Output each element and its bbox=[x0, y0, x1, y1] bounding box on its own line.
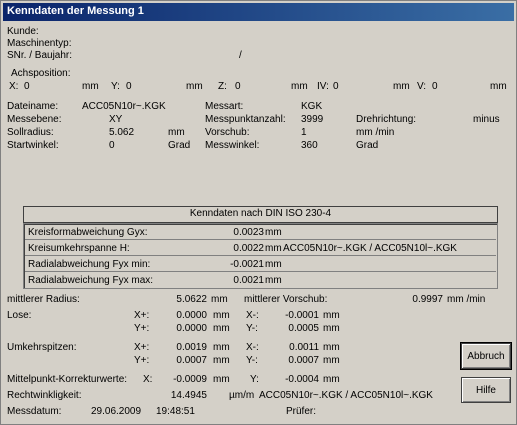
lose-xp-unit: mm bbox=[213, 310, 230, 321]
sollradius-label: Sollradius: bbox=[7, 127, 54, 138]
lose-xp-label: X+: bbox=[134, 310, 150, 321]
startwinkel-unit: Grad bbox=[168, 140, 191, 151]
divider bbox=[25, 239, 496, 240]
axis-v-value: 0 bbox=[432, 81, 438, 92]
lose-label: Lose: bbox=[7, 310, 32, 321]
umkehr-xp-label: X+: bbox=[134, 342, 150, 353]
mittlerer-vorschub-value: 0.9997 bbox=[412, 294, 443, 305]
radialabweichung-max-value: 0.0021 bbox=[233, 275, 264, 286]
axis-iv-label: IV: bbox=[317, 81, 329, 92]
umkehr-yp-value: 0.0007 bbox=[176, 355, 207, 366]
mittlerer-radius-label: mittlerer Radius: bbox=[7, 294, 80, 305]
lose-ym-unit: mm bbox=[323, 323, 340, 334]
lose-ym-label: Y-: bbox=[246, 323, 258, 334]
sollradius-value: 5.062 bbox=[109, 127, 135, 138]
iso-values-box bbox=[23, 223, 498, 289]
kreisumkehrspanne-unit: mm bbox=[265, 243, 282, 254]
dateiname-value: ACC05N10r~.KGK bbox=[82, 101, 166, 112]
divider bbox=[25, 255, 496, 256]
axis-v-unit: mm bbox=[490, 81, 507, 92]
mittlerer-vorschub-label: mittlerer Vorschub: bbox=[244, 294, 328, 305]
window-title: Kenndaten der Messung 1 bbox=[7, 5, 144, 17]
umkehr-xm-label: X-: bbox=[246, 342, 259, 353]
kreisumkehrspanne-files: ACC05N10r~.KGK / ACC05N10l~.KGK bbox=[283, 243, 457, 254]
title-bar[interactable] bbox=[3, 3, 514, 21]
rechtwinkligkeit-value: 14.4945 bbox=[170, 390, 207, 401]
iso-header: Kenndaten nach DIN ISO 230-4 bbox=[189, 208, 332, 219]
messebene-value: XY bbox=[109, 114, 123, 125]
snr-label: SNr. / Baujahr: bbox=[7, 50, 73, 61]
radialabweichung-max-label: Radialabweichung Fyx max: bbox=[28, 275, 154, 286]
snr-separator: / bbox=[239, 50, 242, 61]
lose-yp-value: 0.0000 bbox=[176, 323, 207, 334]
hilfe-button[interactable]: Hilfe bbox=[461, 377, 511, 403]
vorschub-value: 1 bbox=[301, 127, 307, 138]
abbruch-button[interactable]: Abbruch bbox=[461, 343, 511, 369]
mittelpunkt-y-value: -0.0004 bbox=[285, 374, 319, 385]
messebene-label: Messebene: bbox=[7, 114, 62, 125]
axis-z-label: Z: bbox=[218, 81, 227, 92]
messpunktanzahl-label: Messpunktanzahl: bbox=[205, 114, 286, 125]
radialabweichung-min-label: Radialabweichung Fyx min: bbox=[28, 259, 151, 270]
mittelpunkt-label: Mittelpunkt-Korrekturwerte: bbox=[7, 374, 128, 385]
umkehr-xm-unit: mm bbox=[323, 342, 340, 353]
vorschub-unit: mm /min bbox=[356, 127, 395, 138]
axis-z-unit: mm bbox=[291, 81, 308, 92]
sollradius-unit: mm bbox=[168, 127, 185, 138]
mittlerer-radius-value: 5.0622 bbox=[176, 294, 207, 305]
drehrichtung-value: minus bbox=[473, 114, 500, 125]
messzeit-value: 19:48:51 bbox=[156, 406, 195, 417]
pruefer-label: Prüfer: bbox=[286, 406, 317, 417]
mittlerer-radius-unit: mm bbox=[211, 294, 228, 305]
divider bbox=[25, 271, 496, 272]
umkehr-xm-value: 0.0011 bbox=[289, 342, 319, 353]
axis-x-unit: mm bbox=[82, 81, 99, 92]
kreisumkehrspanne-value: 0.0022 bbox=[233, 243, 264, 254]
umkehr-yp-label: Y+: bbox=[134, 355, 150, 366]
kreisformabweichung-unit: mm bbox=[265, 227, 282, 238]
vorschub-label: Vorschub: bbox=[205, 127, 250, 138]
mittlerer-vorschub-unit: mm /min bbox=[447, 294, 486, 305]
kunde-label: Kunde: bbox=[7, 26, 39, 37]
radialabweichung-min-unit: mm bbox=[265, 259, 282, 270]
drehrichtung-label: Drehrichtung: bbox=[356, 114, 417, 125]
lose-yp-label: Y+: bbox=[134, 323, 150, 334]
messdatum-label: Messdatum: bbox=[7, 406, 62, 417]
mittelpunkt-y-label: Y: bbox=[250, 374, 259, 385]
messwinkel-unit: Grad bbox=[356, 140, 379, 151]
rechtwinkligkeit-unit: µm/m bbox=[229, 390, 255, 401]
maschinentyp-label: Maschinentyp: bbox=[7, 38, 72, 49]
umkehrspitzen-label: Umkehrspitzen: bbox=[7, 342, 77, 353]
axis-v-label: V: bbox=[417, 81, 427, 92]
messart-label: Messart: bbox=[205, 101, 244, 112]
messpunktanzahl-value: 3999 bbox=[301, 114, 324, 125]
radialabweichung-min-value: -0.0021 bbox=[230, 259, 264, 270]
messwinkel-value: 360 bbox=[301, 140, 318, 151]
iso-header-box bbox=[23, 206, 498, 223]
rechtwinkligkeit-files: ACC05N10r~.KGK / ACC05N10l~.KGK bbox=[259, 390, 433, 401]
kreisumkehrspanne-label: Kreisumkehrspanne H: bbox=[28, 243, 130, 254]
axis-y-label: Y: bbox=[111, 81, 120, 92]
umkehr-ym-label: Y-: bbox=[246, 355, 258, 366]
mittelpunkt-y-unit: mm bbox=[323, 374, 340, 385]
rechtwinkligkeit-label: Rechtwinkligkeit: bbox=[7, 390, 82, 401]
lose-ym-value: 0.0005 bbox=[288, 323, 319, 334]
startwinkel-label: Startwinkel: bbox=[7, 140, 59, 151]
lose-xm-label: X-: bbox=[246, 310, 259, 321]
lose-xp-value: 0.0000 bbox=[176, 310, 207, 321]
mittelpunkt-x-unit: mm bbox=[213, 374, 230, 385]
umkehr-xp-unit: mm bbox=[213, 342, 230, 353]
messwinkel-label: Messwinkel: bbox=[205, 140, 260, 151]
messart-value: KGK bbox=[301, 101, 323, 112]
mittelpunkt-x-label: X: bbox=[143, 374, 153, 385]
startwinkel-value: 0 bbox=[109, 140, 115, 151]
lose-yp-unit: mm bbox=[213, 323, 230, 334]
axis-z-value: 0 bbox=[235, 81, 241, 92]
messdatum-value: 29.06.2009 bbox=[91, 406, 142, 417]
umkehr-ym-unit: mm bbox=[323, 355, 340, 366]
axis-y-value: 0 bbox=[126, 81, 132, 92]
axis-y-unit: mm bbox=[186, 81, 203, 92]
axis-x-label: X: bbox=[9, 81, 19, 92]
mittelpunkt-x-value: -0.0009 bbox=[173, 374, 207, 385]
axis-iv-value: 0 bbox=[333, 81, 339, 92]
dateiname-label: Dateiname: bbox=[7, 101, 59, 112]
umkehr-ym-value: 0.0007 bbox=[288, 355, 319, 366]
umkehr-xp-value: 0.0019 bbox=[176, 342, 207, 353]
kreisformabweichung-label: Kreisformabweichung Gyx: bbox=[28, 227, 148, 238]
lose-xm-unit: mm bbox=[323, 310, 340, 321]
kreisformabweichung-value: 0.0023 bbox=[233, 227, 264, 238]
umkehr-yp-unit: mm bbox=[213, 355, 230, 366]
lose-xm-value: -0.0001 bbox=[285, 310, 319, 321]
axis-iv-unit: mm bbox=[393, 81, 410, 92]
axis-x-value: 0 bbox=[24, 81, 30, 92]
achsposition-label: Achsposition: bbox=[11, 68, 71, 79]
radialabweichung-max-unit: mm bbox=[265, 275, 282, 286]
